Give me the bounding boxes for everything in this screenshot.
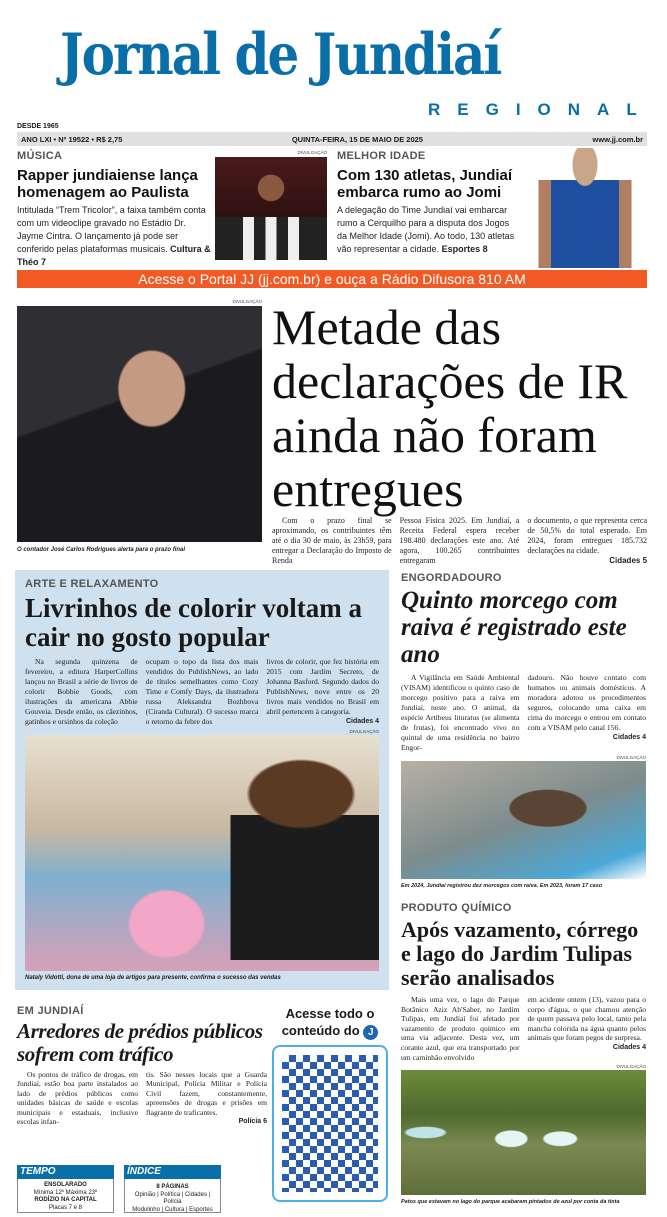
teaser-body: Intitulada “Trem Tricolor”, a faixa também conta com um videoclipe gravado no Estádio Dr. Jayme Cintra. O lançamento já pode ser conferido pelas plataformas musicais. Cultura & Théo 7 <box>17 205 211 267</box>
photo-credit: DIVULGAÇÃO <box>232 299 262 304</box>
weather-title: TEMPO <box>17 1165 114 1179</box>
athlete-photo <box>524 148 646 268</box>
weather-box <box>17 1165 114 1213</box>
bat-body: A Vigilância em Saúde Ambiental (VISAM) identificou o quinto caso de morcego positivo para a raiva em Jundiaí, neste ano. O animal, da espécie Artibeus lituratus (se alimenta de frutas), foi encontrado vivo no quintal de uma residência no bairro Engor- dadouro. Não houve contato com humanos ou animais domésticos. A moradora adotou os procedimentos seguros, colocando uma caixa em cima do morcego e entrou em contato com a VISAM pelo canal 156. Cidades 4 <box>401 673 646 752</box>
page-ref[interactable]: Cidades 4 <box>345 718 380 725</box>
weather-temps: Mínima 12º Máxima 23º <box>33 1189 98 1196</box>
trafficking-headline[interactable]: Arredores de prédios públicos sofrem com tráfico <box>17 1019 263 1066</box>
page-ref[interactable]: Cidades 4 <box>612 1043 646 1051</box>
trafficking-story <box>17 1005 267 1213</box>
index-box <box>124 1165 221 1213</box>
masthead-logo: Jornal de Jundiaí <box>60 19 501 88</box>
coloring-headline[interactable]: Livrinhos de colorir voltam a cair no gosto popular <box>25 593 362 652</box>
kicker: PRODUTO QUÍMICO <box>401 902 512 914</box>
photo-credit: DIVULGAÇÃO <box>297 150 327 155</box>
rodizio-label: RODÍZIO NA CAPITAL <box>34 1197 97 1203</box>
photo-caption: Em 2024, Jundiaí registrou dez morcegos com raiva. Em 2023, foram 17 caso <box>401 883 603 889</box>
index-sections-2[interactable]: Modulinho | Cultura | Esportes <box>132 1206 213 1213</box>
rodizio-plates: Placas 7 e 8 <box>48 1204 83 1211</box>
coloring-books-story <box>15 570 389 990</box>
index-pages: 8 PÁGINAS <box>156 1184 189 1190</box>
teaser-headline[interactable]: Com 130 atletas, Jundiaí embarca rumo ao Jomi <box>337 167 513 201</box>
index-sections-1[interactable]: Opinião | Política | Cidades | Polícia <box>134 1191 211 1205</box>
qr-code-icon <box>282 1055 378 1192</box>
page-ref: Esportes 8 <box>441 244 488 254</box>
since-label: DESDE 1965 <box>17 123 59 130</box>
kicker: EM JUNDIAÍ <box>17 1005 84 1017</box>
store-photo <box>25 735 379 971</box>
site-link[interactable]: www.jj.com.br <box>592 134 643 144</box>
jj-logo-icon: J <box>363 1025 378 1040</box>
kicker: ENGORDADOURO <box>401 572 502 584</box>
photo-caption: O contador José Carlos Rodrigues alerta para o prazo final <box>17 547 186 553</box>
kicker: MELHOR IDADE <box>337 150 426 162</box>
photo-credit: DIVULGAÇÃO <box>616 755 646 760</box>
masthead-subtitle: REGIONAL <box>428 100 654 119</box>
photo-caption: Nataly Vidotti, dona de uma loja de artigos para presente, confirma o sucesso das vendas <box>25 975 281 981</box>
photo-credit: DIVULGAÇÃO <box>349 729 379 734</box>
teaser-headline[interactable]: Rapper jundiaiense lança homenagem ao Paulista <box>17 167 198 201</box>
chemical-headline[interactable]: Após vazamento, córrego e lago do Jardim Tulipas serão analisados <box>401 917 639 990</box>
portal-banner[interactable]: Acesse o Portal JJ (jj.com.br) e ouça a Rádio Difusora 810 AM <box>17 270 647 288</box>
photo-credit: DIVULGAÇÃO <box>616 1064 646 1070</box>
edition-info: ANO LXI • Nº 19522 • R$ 2,75 <box>21 134 123 144</box>
edition-bar <box>17 132 647 146</box>
page-ref[interactable]: Cidades 5 <box>609 556 648 565</box>
photo-caption: Patos que estavam no lago do parque acabaram pintados de azul por conta da tinta <box>401 1199 620 1205</box>
chemical-body: Mais uma vez, o lago do Parque Botânico Aziz Ab'Saber, no Jardim Tulipas, em Jundiaí foi afetado por vazamento de produto químico em uma via adjacente. Desta vez, um corante azul, que era transportado por um caminhão envolvido em acidente ontem (13), vazou para o corpo d'água, o que chamou atenção de quem passava pelo local, tanto pela mancha colorida na água quanto pelos animais que foram pegos de surpresa. Cidades 4 <box>401 995 646 1062</box>
page-ref[interactable]: Cidades 4 <box>612 734 646 741</box>
page-ref[interactable]: Polícia 6 <box>238 1118 267 1126</box>
teaser-sports[interactable] <box>337 150 519 256</box>
kicker: ARTE E RELAXAMENTO <box>25 578 159 590</box>
edition-date: QUINTA-FEIRA, 15 DE MAIO DE 2025 <box>291 134 423 144</box>
kicker: MÚSICA <box>17 150 63 162</box>
qr-promo-text: Acesse todo o conteúdo do J <box>272 1005 388 1040</box>
rapper-photo <box>215 157 327 260</box>
main-headline[interactable]: Metade das declarações de IR ainda não foram entregues <box>272 299 628 517</box>
index-title: ÍNDICE <box>124 1165 221 1179</box>
weather-condition: ENSOLARADO <box>44 1182 87 1188</box>
main-body: Com o prazo final se aproximando, os contribuintes têm até o dia 30 de maio, às 23h59, para entregar a Declaração do Imposto de Renda Pessoa Física 2025. Em Jundiaí, a Receita Federal espera receber 198.480 declarações este ano. Até agora, 100.265 contribuintes entregaram o documento, o que representa cerca de 50,5% do total esperado. Em 2024, foram entregues 185.732 declarações na cidade. Cidades 5 <box>272 516 648 565</box>
coloring-body: Na segunda quinzena de fevereiro, a editora HarperCollins lançou no Brasil a série de livros de colorir Bobbie Goods, com ilustrações da americana Abbie Gouveia. Desde então, os cãezinhos, gatinhos e ursinhos da coleção ocupam o topo da lista dos mais vendidos do PublishNews, ao lado de títulos semelhantes como Cozy Time e Comfy Days, da ilustradora russa Aleksandra Bozhbova (Ciranda Cultural). O sucesso marca o retorno da febre dos livros de colorir, que fez história em 2015 com Jardim Secreto, de Johanna Basford. Segundo dados do PublishNews, nove entre os 20 livros mais vendidos no Brasil em abril pertencem à categoria. Cidades 4 <box>25 657 380 726</box>
teaser-music[interactable] <box>17 150 211 269</box>
qr-code[interactable] <box>272 1045 388 1202</box>
bat-photo <box>401 761 646 879</box>
page-ref: Cultura & Théo 7 <box>17 244 211 267</box>
teaser-body: A delegação do Time Jundiaí vai embarcar rumo a Cerquilho para a disputa dos Jogos da Melhor Idade (Jomi). Ao todo, 130 atletas vão representar a cidade. Esportes 8 <box>337 205 515 254</box>
ducks-photo <box>401 1070 646 1195</box>
bat-headline[interactable]: Quinto morcego com raiva é registrado este ano <box>401 587 627 668</box>
trafficking-body: Os pontos de tráfico de drogas, em Jundiaí, estão boa parte instalados ao lado de prédios públicos como unidades básicas de saúde e escolas municipais e estaduais, inclusive escolas infan- tis. São nesses locais que a Guarda Municipal, Polícia Militar e Polícia Civil fazem, constantemente, apreensões de drogas e prisões em flagrante de traficantes. Polícia 6 <box>17 1070 267 1127</box>
accountant-photo <box>17 306 262 542</box>
qr-promo <box>272 1005 388 1202</box>
right-column <box>401 572 646 1206</box>
